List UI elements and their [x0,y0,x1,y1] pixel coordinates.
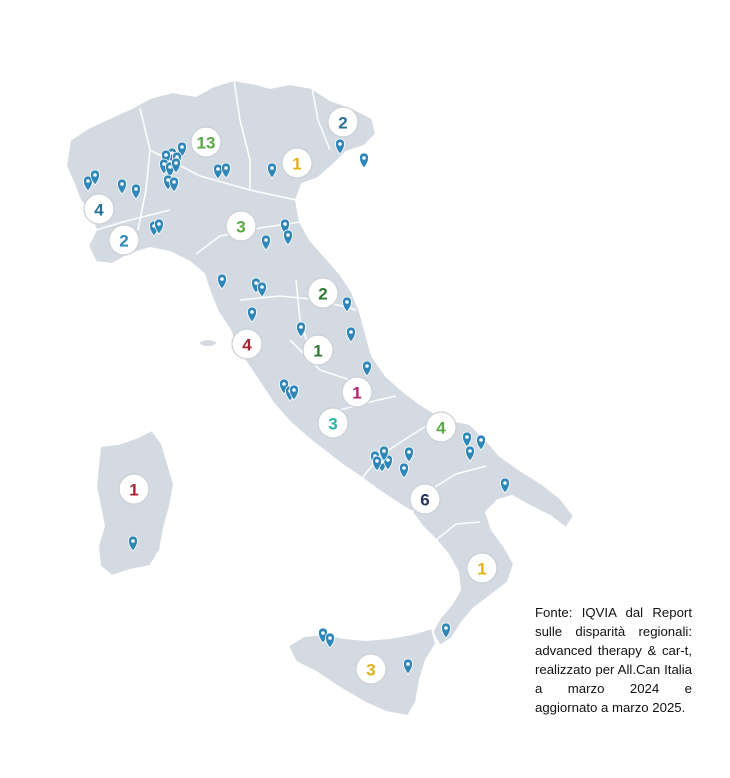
badge-count: 3 [366,660,376,680]
source-note: Fonte: IQVIA dal Report sulle disparità regionali: advanced therapy & car-t, realizzato per All.Can Italia a marzo 2024 e aggiornato a marzo 2025. [535,605,692,715]
badge-sicilia [356,654,386,684]
location-pin-icon [360,153,369,168]
badge-piemonte [84,194,114,224]
badge-count: 4 [242,335,252,355]
badge-marche [308,278,338,308]
badge-count: 2 [318,284,328,304]
badge-calabria [467,553,497,583]
badge-count: 2 [119,231,129,251]
badge-count: 4 [94,200,104,220]
badge-campania [410,484,440,514]
elba-island [199,339,217,347]
badge-count: 1 [352,383,362,403]
badge-count: 3 [328,414,338,434]
badge-toscana [232,329,262,359]
badge-lazio [318,408,348,438]
badge-count: 1 [477,559,487,579]
badge-count: 3 [236,217,246,237]
badge-friuli [328,107,358,137]
badge-count: 13 [196,133,216,153]
badge-count: 1 [313,341,323,361]
badge-count: 4 [436,418,446,438]
badge-sardegna [119,474,149,504]
badge-lombardia [191,127,221,157]
badge-abruzzo [342,377,372,407]
badge-count: 6 [420,490,430,510]
badge-count: 2 [338,113,348,133]
badge-emilia [226,211,256,241]
badge-veneto [282,148,312,178]
badge-liguria [109,225,139,255]
badge-puglia [426,412,456,442]
badge-count: 1 [129,480,139,500]
badge-umbria [303,335,333,365]
badge-count: 1 [292,154,302,174]
